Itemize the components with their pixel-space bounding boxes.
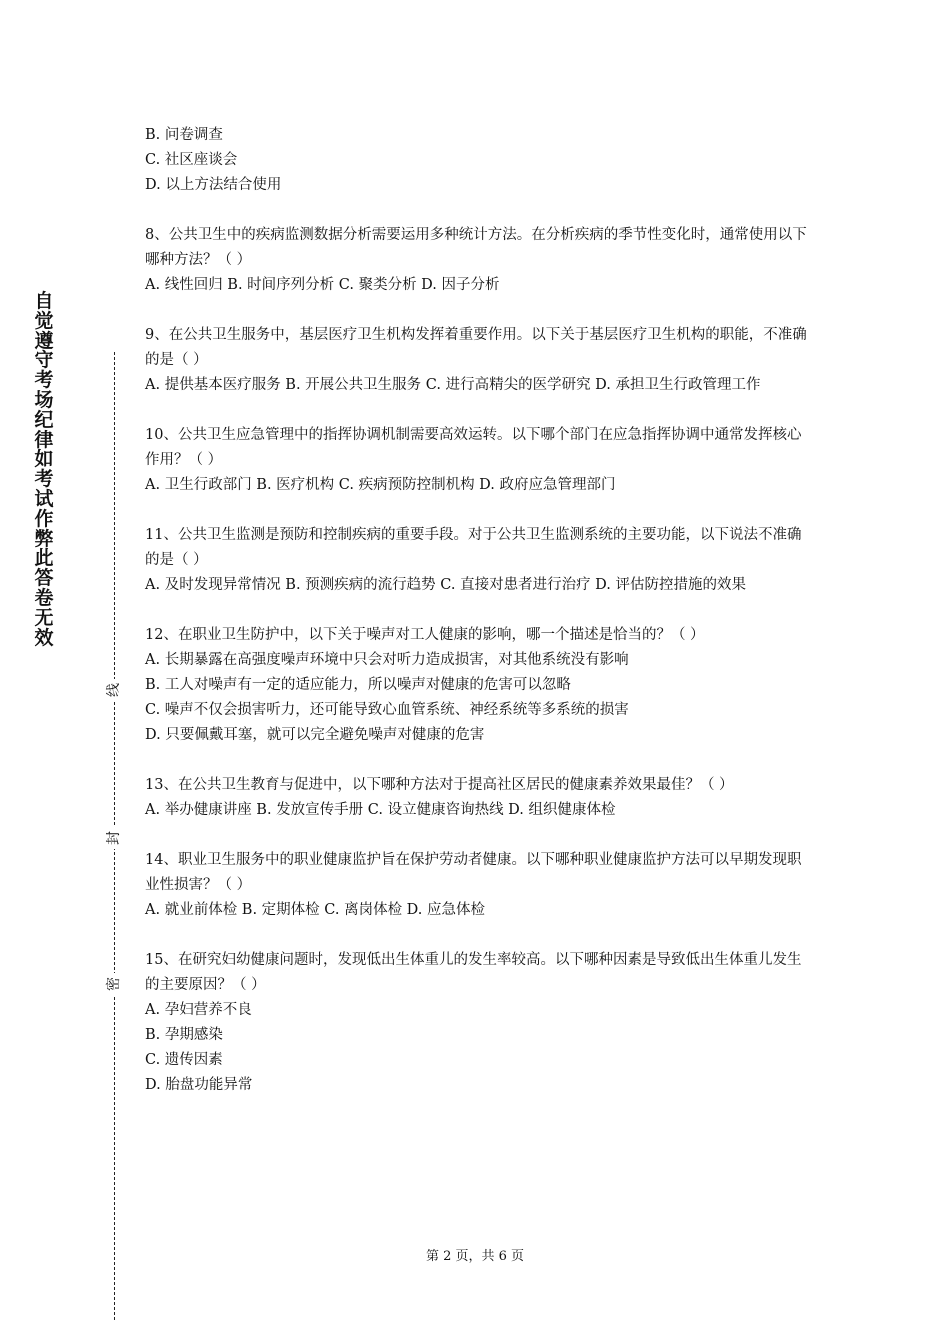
option-b: B. 问卷调查: [145, 127, 223, 143]
exam-content: [145, 123, 810, 1123]
question-11: [145, 523, 810, 598]
question-options: A. 线性回归 B. 时间序列分析 C. 聚类分析 D. 因子分析: [145, 277, 500, 293]
question-stem: 8、公共卫生中的疾病监测数据分析需要运用多种统计方法。在分析疾病的季节性变化时，通常使用以下哪种方法？（ ）: [145, 227, 807, 268]
option-a: A. 孕妇营养不良: [145, 1002, 252, 1018]
question-stem: 15、在研究妇幼健康问题时，发现低出生体重儿的发生率较高。以下哪种因素是导致低出生体重儿发生的主要原因？（ ）: [145, 952, 802, 993]
binding-mark-secret: 密: [102, 973, 126, 995]
question-10: [145, 423, 810, 498]
question-stem: 9、在公共卫生服务中，基层医疗卫生机构发挥着重要作用。以下关于基层医疗卫生机构的职能，不准确的是（ ）: [145, 327, 807, 368]
option-c: C. 遗传因素: [145, 1052, 223, 1068]
question-options: A. 就业前体检 B. 定期体检 C. 离岗体检 D. 应急体检: [145, 902, 486, 918]
option-b: B. 工人对噪声有一定的适应能力，所以噪声对健康的危害可以忽略: [145, 677, 571, 693]
question-stem: 10、公共卫生应急管理中的指挥协调机制需要高效运转。以下哪个部门在应急指挥协调中通常发挥核心作用？（ ）: [145, 427, 802, 468]
question-7-options: [145, 123, 810, 198]
question-8: [145, 223, 810, 298]
option-d: D. 胎盘功能异常: [145, 1077, 253, 1093]
question-stem: 12、在职业卫生防护中，以下关于噪声对工人健康的影响，哪一个描述是恰当的？（ ）: [145, 627, 705, 643]
option-d: D. 只要佩戴耳塞，就可以完全避免噪声对健康的危害: [145, 727, 485, 743]
question-options: A. 及时发现异常情况 B. 预测疾病的流行趋势 C. 直接对患者进行治疗 D. 评估防控措施的效果: [145, 577, 747, 593]
question-stem: 13、在公共卫生教育与促进中，以下哪种方法对于提高社区居民的健康素养效果最佳？（ ）: [145, 777, 734, 793]
option-c: C. 社区座谈会: [145, 152, 238, 168]
binding-mark-seal: 封: [102, 827, 126, 849]
option-c: C. 噪声不仅会损害听力，还可能导致心血管系统、神经系统等多系统的损害: [145, 702, 629, 718]
page-number: 第 2 页，共 6 页: [425, 1249, 525, 1264]
question-stem: 14、职业卫生服务中的职业健康监护旨在保护劳动者健康。以下哪种职业健康监护方法可以早期发现职业性损害？（ ）: [145, 852, 802, 893]
question-options: A. 提供基本医疗服务 B. 开展公共卫生服务 C. 进行高精尖的医学研究 D. 承担卫生行政管理工作: [145, 377, 761, 393]
binding-mark-line: 线: [102, 679, 126, 701]
exam-discipline-notice: 自觉遵守考场纪律如考试作弊此答卷无效: [34, 290, 54, 649]
question-12: [145, 623, 810, 748]
question-options: A. 举办健康讲座 B. 发放宣传手册 C. 设立健康咨询热线 D. 组织健康体检: [145, 802, 616, 818]
question-15: [145, 948, 810, 1098]
question-options: A. 卫生行政部门 B. 医疗机构 C. 疾病预防控制机构 D. 政府应急管理部门: [145, 477, 616, 493]
option-d: D. 以上方法结合使用: [145, 177, 282, 193]
question-stem: 11、公共卫生监测是预防和控制疾病的重要手段。对于公共卫生监测系统的主要功能，以下说法不准确的是（ ）: [145, 527, 802, 568]
question-9: [145, 323, 810, 398]
option-b: B. 孕期感染: [145, 1027, 223, 1043]
option-a: A. 长期暴露在高强度噪声环境中只会对听力造成损害，对其他系统没有影响: [145, 652, 629, 668]
question-14: [145, 848, 810, 923]
question-13: [145, 773, 810, 823]
